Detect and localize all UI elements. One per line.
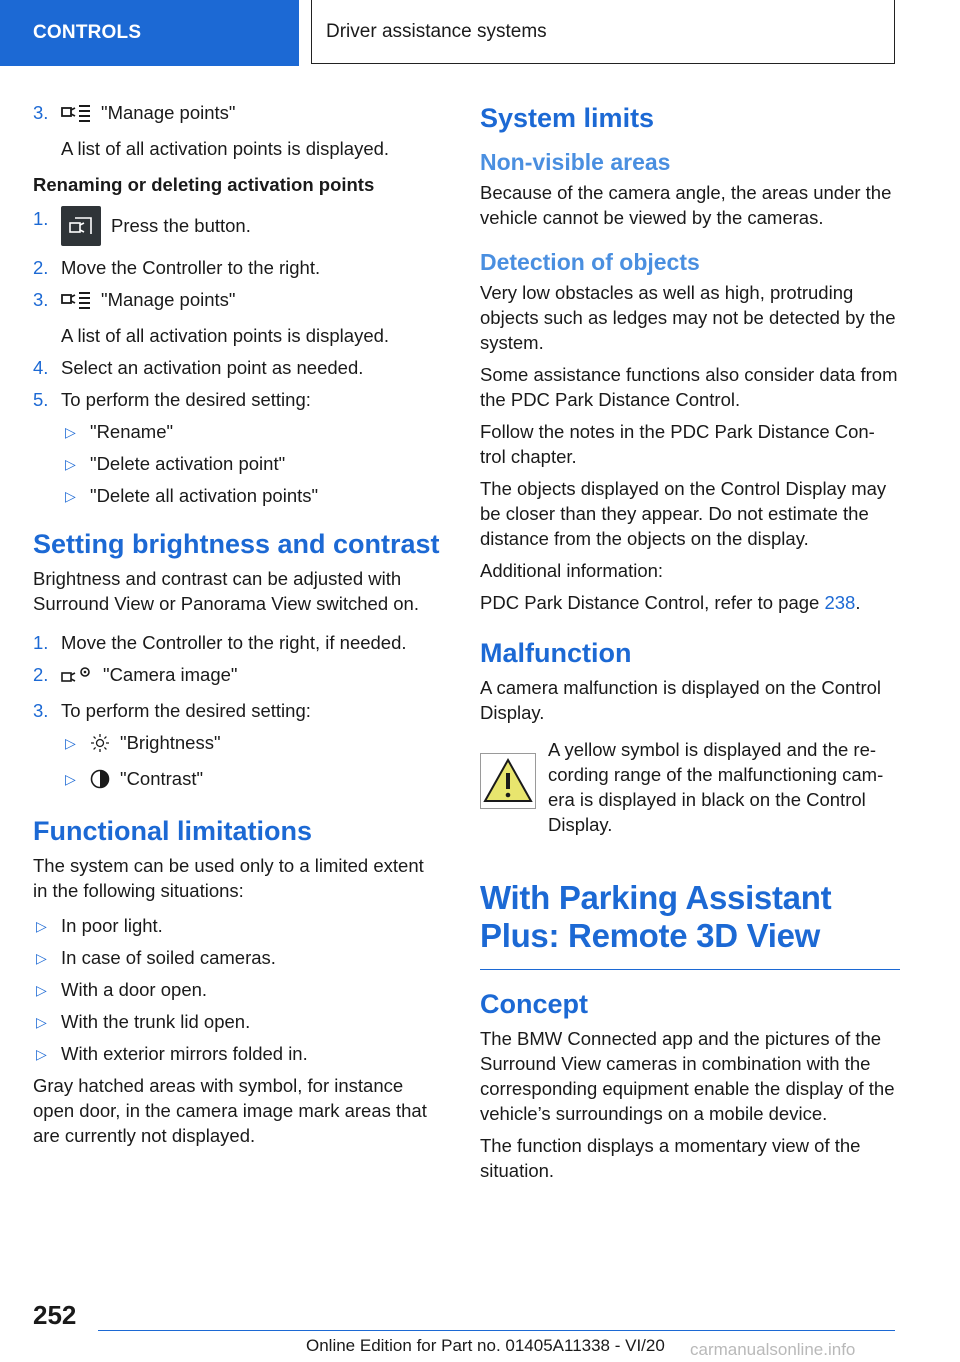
watermark: carmanualsonline.info: [690, 1340, 856, 1359]
malfunction-heading: Malfunction: [480, 638, 632, 668]
triangle-bullet-icon: ▷: [65, 735, 76, 751]
concept-paragraph: The function displays a momentary view of the situation.: [480, 1135, 861, 1181]
nonvisible-text: Because of the camera angle, the areas under the vehicle cannot be viewed by the cameras.: [480, 182, 892, 228]
brightness-step-2: 2. "Camera image": [33, 662, 443, 691]
triangle-bullet-icon: ▷: [36, 918, 47, 934]
section-tab: CONTROLS: [0, 0, 299, 66]
detection-heading: Detection of objects: [480, 249, 700, 275]
left-column: [33, 100, 443, 1148]
warning-triangle-icon: [480, 753, 536, 809]
right-column: [480, 100, 900, 1190]
list-item: ▷ "Rename": [33, 419, 443, 444]
list-item: ▷ With the trunk lid open.: [33, 1009, 443, 1034]
remote-3d-section-title: [480, 879, 900, 970]
brightness-step-3: 3. To perform the desired setting:: [33, 700, 311, 721]
remote-3d-heading: With Parking Assistant Plus: Remote 3D View: [480, 879, 832, 954]
brightness-step-1: 1. Move the Controller to the right, if needed.: [33, 632, 407, 653]
triangle-bullet-icon: ▷: [36, 982, 47, 998]
brightness-intro: Brightness and contrast can be adjusted with Surround View or Panorama View switched on.: [33, 568, 419, 614]
contrast-icon: [90, 769, 110, 795]
edition-footer: Online Edition for Part no. 01405A11338 - VI/20: [306, 1336, 665, 1355]
triangle-bullet-icon: ▷: [65, 456, 76, 472]
triangle-bullet-icon: ▷: [36, 950, 47, 966]
list-item: ▷ With exterior mirrors folded in.: [33, 1041, 443, 1066]
brightness-heading: Setting brightness and contrast: [33, 529, 440, 559]
page-header: [0, 0, 960, 66]
manage-points-icon: [61, 290, 91, 316]
list-item: ▷ In case of soiled cameras.: [33, 945, 443, 970]
malfunction-text: A camera malfunction is displayed on the Control Display.: [480, 677, 882, 723]
rename-step-4: 4. Select an activation point as needed.: [33, 357, 364, 378]
concept-heading: Concept: [480, 989, 588, 1019]
warning-note: [480, 737, 900, 837]
rename-step-2: 2. Move the Controller to the right.: [33, 257, 321, 278]
rename-step-1: 1. Press the button.: [33, 206, 443, 246]
list-item: ▷ "Delete all activation points": [33, 483, 443, 508]
triangle-bullet-icon: ▷: [65, 771, 76, 787]
sun-icon: [90, 733, 110, 759]
limitations-heading: Functional limitations: [33, 816, 313, 846]
detection-paragraph: Some assistance functions also consider data from the PDC Park Distance Control.: [480, 364, 898, 410]
concept-paragraph: The BMW Connected app and the pictures of the Surround View cameras in combination with the corresponding equipment enable the display of the vehicle’s surroundings on a mobile device.: [480, 1028, 895, 1124]
footer-divider: [98, 1330, 895, 1331]
list-item: ▷ In poor light.: [33, 913, 443, 938]
step-manage-points: 3. "Manage points" A list of all activation points is displayed.: [33, 102, 390, 159]
triangle-bullet-icon: ▷: [36, 1014, 47, 1030]
camera-button-icon: [61, 206, 101, 246]
limitations-outro: Gray hatched areas with symbol, for instance open door, in the camera image mark areas that are currently not displayed.: [33, 1075, 427, 1146]
rename-step-3: 3. "Manage points" A list of all activation points is displayed.: [33, 289, 390, 346]
rename-step-5: 5. To perform the desired setting:: [33, 389, 311, 410]
list-item: ▷ "Delete activation point": [33, 451, 443, 476]
warning-text: A yellow symbol is displayed and the re-cording range of the malfunctioning cam-era is displayed in black on the Control Display.: [548, 739, 884, 835]
detection-paragraph: Very low obstacles as well as high, protruding objects such as ledges may not be detected by the system.: [480, 282, 896, 353]
page-number: 252: [33, 1300, 77, 1330]
triangle-bullet-icon: ▷: [36, 1046, 47, 1062]
detection-paragraph: Additional information:: [480, 560, 664, 581]
detection-paragraph: Follow the notes in the PDC Park Distance Con-trol chapter.: [480, 421, 875, 467]
triangle-bullet-icon: ▷: [65, 488, 76, 504]
page-reference: PDC Park Distance Control, refer to page 238.: [480, 592, 861, 613]
chapter-title: Driver assistance systems: [311, 0, 895, 64]
limitations-intro: The system can be used only to a limited extent in the following situations:: [33, 855, 424, 901]
camera-settings-icon: [61, 665, 93, 691]
nonvisible-heading: Non-visible areas: [480, 149, 671, 175]
list-item: ▷ "Brightness": [33, 730, 443, 759]
rename-heading: Renaming or deleting activation points: [33, 174, 375, 195]
list-item: ▷ "Contrast": [33, 766, 443, 795]
system-limits-heading: System limits: [480, 103, 655, 133]
detection-paragraph: The objects displayed on the Control Display may be closer than they appear. Do not estimate the distance from the objects on the display.: [480, 478, 887, 549]
page-link[interactable]: 238: [824, 592, 856, 613]
manage-points-icon: [61, 103, 91, 129]
list-item: ▷ With a door open.: [33, 977, 443, 1002]
triangle-bullet-icon: ▷: [65, 424, 76, 440]
